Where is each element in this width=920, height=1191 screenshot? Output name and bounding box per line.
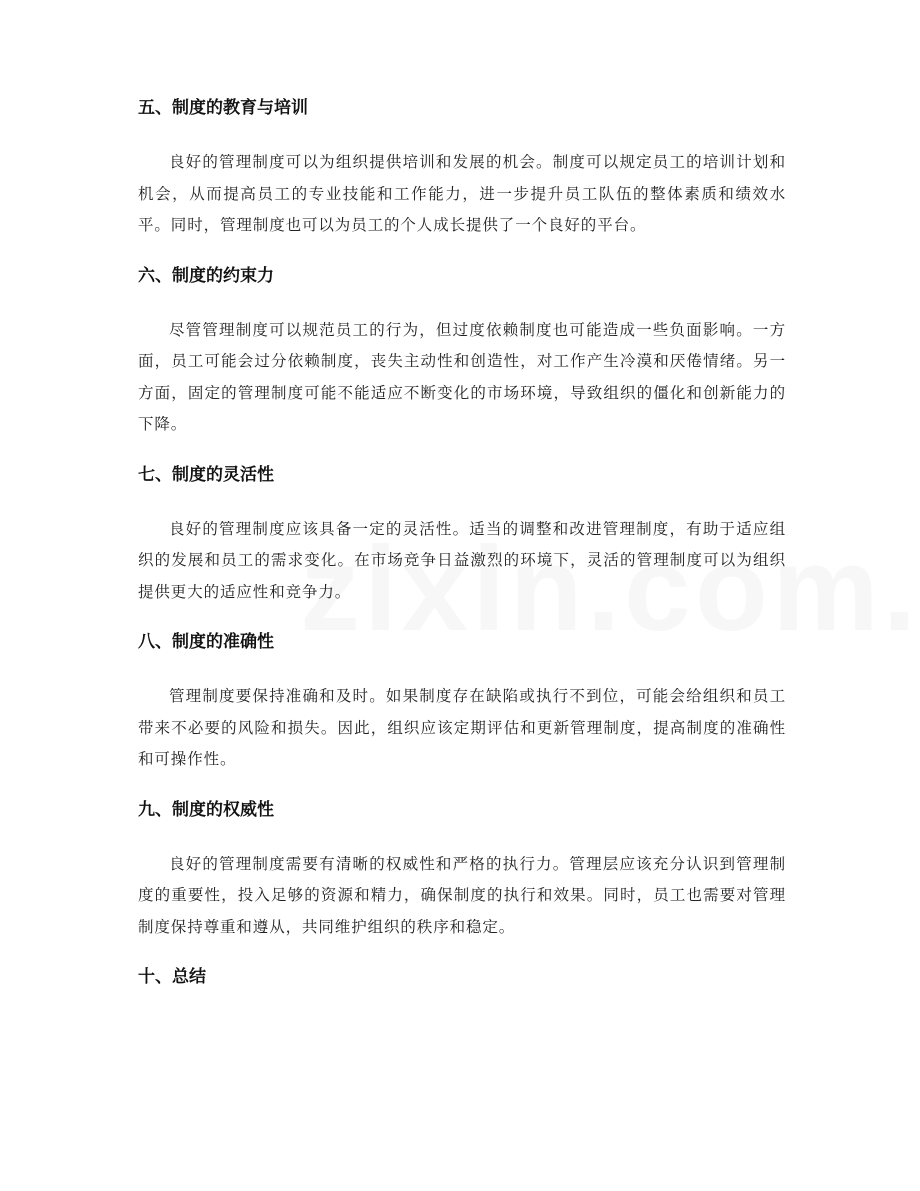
section-heading-5: 五、制度的教育与培训 [138, 98, 308, 118]
section-paragraph-7: 良好的管理制度应该具备一定的灵活性。适当的调整和改进管理制度，有助于适应组织的发展和员工的需求变化。在市场竞争日益激烈的环境下，灵活的管理制度可以为组织提供更大的适应性和竞争力。 [138, 519, 786, 601]
document-body [138, 96, 786, 1016]
section-paragraph-9: 良好的管理制度需要有清晰的权威性和严格的执行力。管理层应该充分认识到管理制度的重要性，投入足够的资源和精力，确保制度的执行和效果。同时，员工也需要对管理制度保持尊重和遵从，共同维护组织的秩序和稳定。 [138, 854, 786, 936]
section-heading-7: 七、制度的灵活性 [138, 464, 274, 485]
section-paragraph-8: 管理制度要保持准确和及时。如果制度存在缺陷或执行不到位，可能会给组织和员工带来不必要的风险和损失。因此，组织应该定期评估和更新管理制度，提高制度的准确性和可操作性。 [138, 687, 786, 768]
section-heading-8: 八、制度的准确性 [138, 632, 274, 652]
section-paragraph-5: 良好的管理制度可以为组织提供培训和发展的机会。制度可以规定员工的培训计划和机会，从而提高员工的专业技能和工作能力，进一步提升员工队伍的整体素质和绩效水平。同时，管理制度也可以为员工的个人成长提供了一个良好的平台。 [138, 153, 786, 234]
section-paragraph-6: 尽管管理制度可以规范员工的行为，但过度依赖制度也可能造成一些负面影响。一方面，员工可能会过分依赖制度，丧失主动性和创造性，对工作产生冷漠和厌倦情绪。另一方面，固定的管理制度可能不能适应不断变化的市场环境，导致组织的僵化和创新能力的下降。 [138, 320, 786, 433]
section-heading-9: 九、制度的权威性 [138, 799, 274, 820]
section-heading-10: 十、总结 [138, 967, 206, 987]
section-heading-6: 六、制度的约束力 [138, 265, 274, 286]
